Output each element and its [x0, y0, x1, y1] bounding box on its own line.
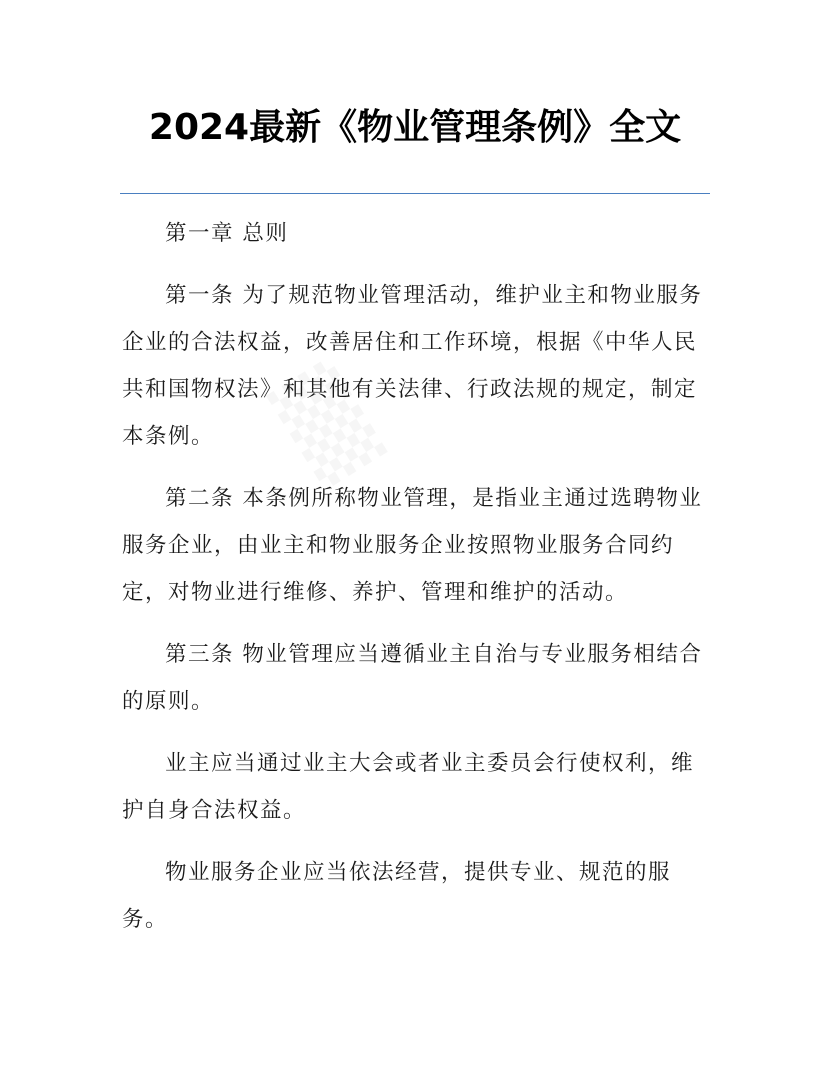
article-3: 第三条 物业管理应当遵循业主自治与专业服务相结合的原则。: [122, 642, 703, 714]
article-1: 第一条 为了规范物业管理活动，维护业主和物业服务企业的合法权益，改善居住和工作环境，根据《中华人民共和国物权法》和其他有关法律、行政法规的规定，制定本条例。: [122, 283, 703, 449]
article-3-clause-3: 物业服务企业应当依法经营，提供专业、规范的服务。: [122, 860, 672, 932]
document-body: [122, 210, 712, 958]
article-3-clause-2: 业主应当通过业主大会或者业主委员会行使权利，维护自身合法权益。: [122, 751, 695, 823]
document-title: 2024最新《物业管理条例》全文: [148, 107, 682, 148]
chapter-heading: 第一章 总则: [165, 221, 289, 246]
title-divider: [120, 193, 710, 194]
article-2: 第二条 本条例所称物业管理，是指业主通过选聘物业服务企业，由业主和物业服务企业按照物业服务合同约定，对物业进行维修、养护、管理和维护的活动。: [122, 486, 703, 605]
